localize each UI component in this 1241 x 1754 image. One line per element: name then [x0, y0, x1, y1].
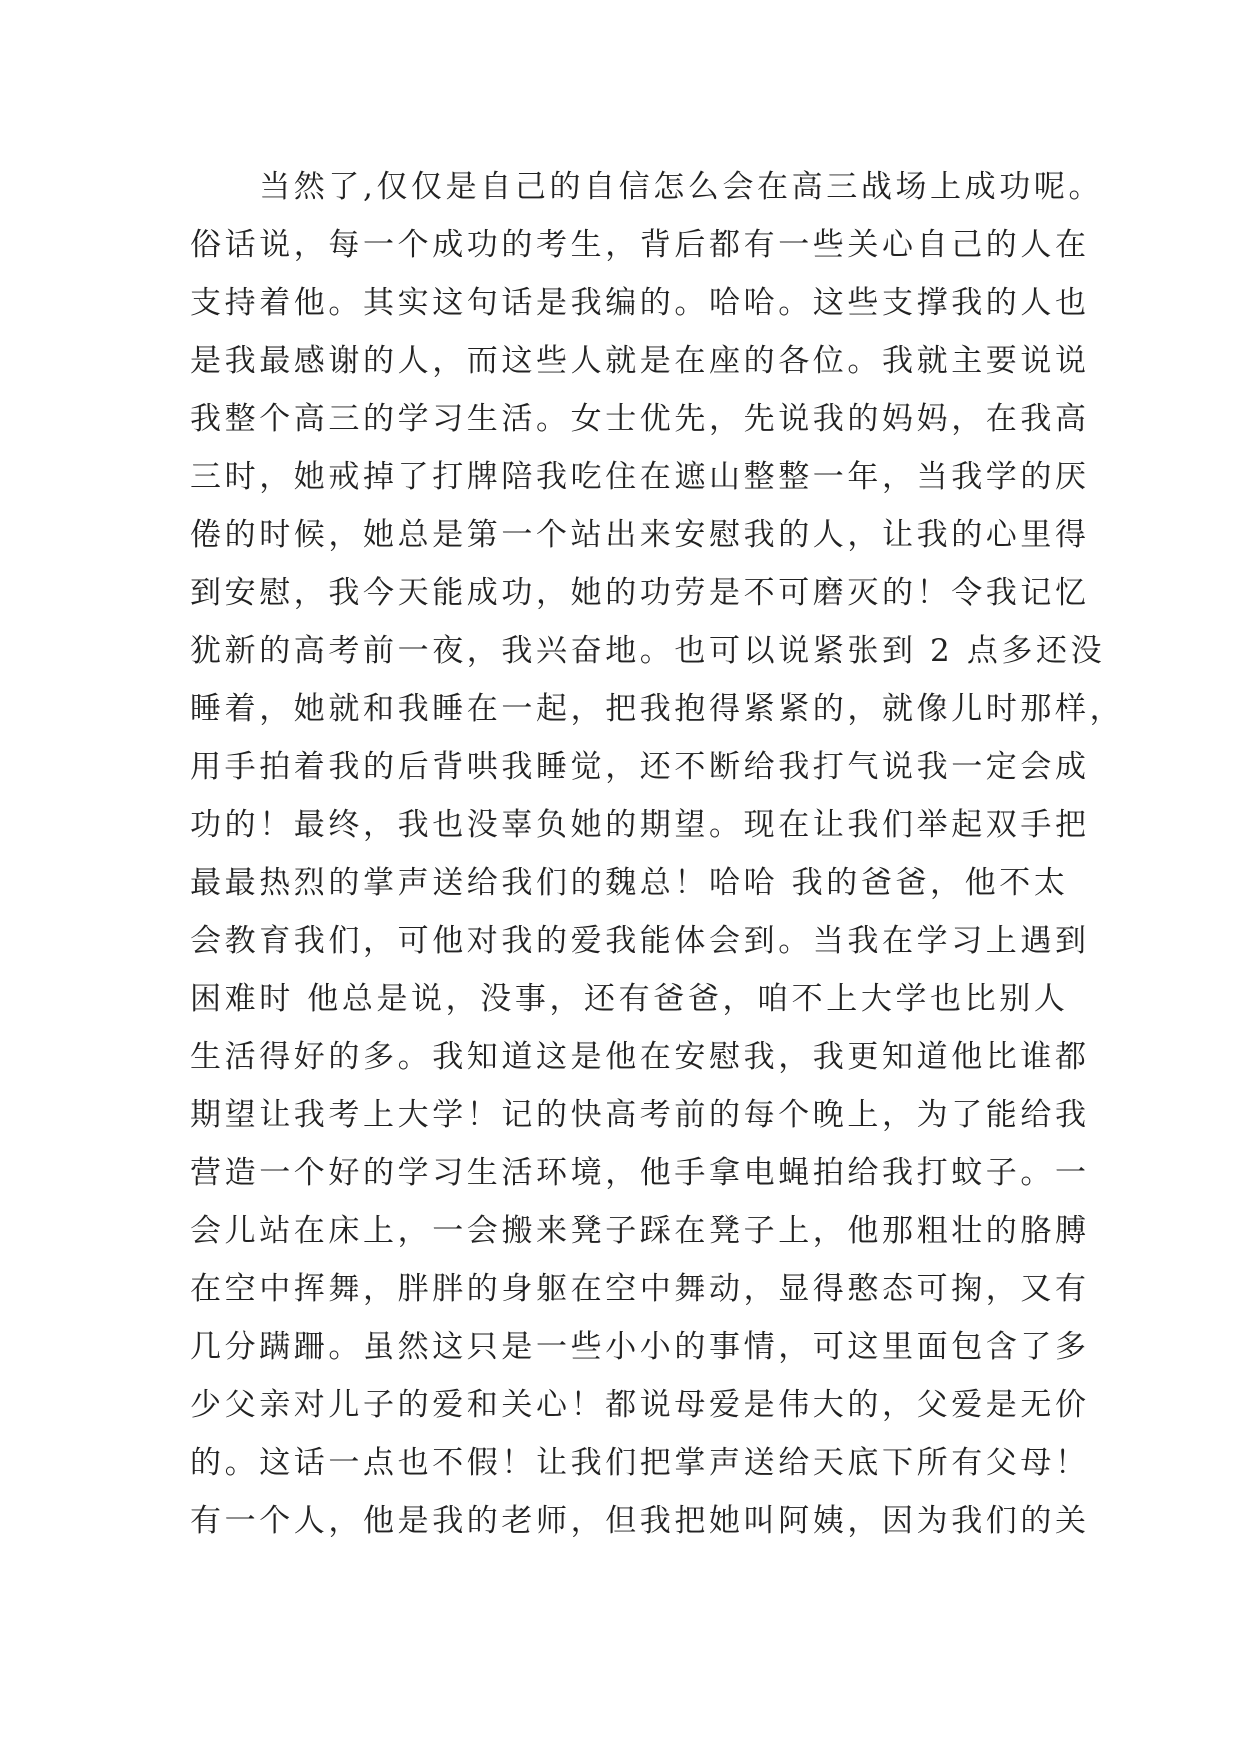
text-line-18: 营造一个好的学习生活环境，他手拿电蝇拍给我打蚊子。一 [190, 1155, 1090, 1191]
text-line-5: 我整个高三的学习生活。女士优先，先说我的妈妈，在我高 [190, 401, 1090, 437]
text-line-20: 在空中挥舞，胖胖的身躯在空中舞动，显得憨态可掬，又有 [190, 1271, 1090, 1307]
text-line-9: 犹新的高考前一夜，我兴奋地。也可以说紧张到 2 点多还没 [190, 633, 1106, 669]
text-line-4: 是我最感谢的人，而这些人就是在座的各位。我就主要说说 [190, 343, 1090, 379]
text-line-13: 最最热烈的掌声送给我们的魏总！哈哈 我的爸爸，他不太 [190, 865, 1069, 901]
text-line-7: 倦的时候，她总是第一个站出来安慰我的人，让我的心里得 [190, 517, 1090, 553]
text-line-14: 会教育我们，可他对我的爱我能体会到。当我在学习上遇到 [190, 923, 1090, 959]
text-line-2: 俗话说，每一个成功的考生，背后都有一些关心自己的人在 [190, 227, 1090, 263]
text-line-1: 当然了,仅仅是自己的自信怎么会在高三战场上成功呢。 [190, 169, 1104, 205]
text-line-11: 用手拍着我的后背哄我睡觉，还不断给我打气说我一定会成 [190, 749, 1090, 785]
text-line-10: 睡着，她就和我睡在一起，把我抱得紧紧的，就像儿时那样， [190, 691, 1125, 727]
text-line-22: 少父亲对儿子的爱和关心！都说母爱是伟大的，父爱是无价 [190, 1387, 1090, 1423]
text-line-21: 几分蹒跚。虽然这只是一些小小的事情，可这里面包含了多 [190, 1329, 1090, 1365]
text-line-24: 有一个人，他是我的老师，但我把她叫阿姨，因为我们的关 [190, 1503, 1090, 1539]
text-line-6: 三时，她戒掉了打牌陪我吃住在遮山整整一年，当我学的厌 [190, 459, 1090, 495]
text-line-23: 的。这话一点也不假！让我们把掌声送给天底下所有父母！ [190, 1445, 1090, 1481]
text-line-15: 困难时 他总是说，没事，还有爸爸，咱不上大学也比别人 [190, 981, 1069, 1017]
body-text [190, 158, 1125, 1550]
text-line-8: 到安慰，我今天能成功，她的功劳是不可磨灭的！令我记忆 [190, 575, 1090, 611]
text-line-19: 会儿站在床上，一会搬来凳子踩在凳子上，他那粗壮的胳膊 [190, 1213, 1090, 1249]
text-line-17: 期望让我考上大学！记的快高考前的每个晚上，为了能给我 [190, 1097, 1090, 1133]
text-line-16: 生活得好的多。我知道这是他在安慰我，我更知道他比谁都 [190, 1039, 1090, 1075]
text-line-12: 功的！最终，我也没辜负她的期望。现在让我们举起双手把 [190, 807, 1090, 843]
text-line-3: 支持着他。其实这句话是我编的。哈哈。这些支撑我的人也 [190, 285, 1090, 321]
